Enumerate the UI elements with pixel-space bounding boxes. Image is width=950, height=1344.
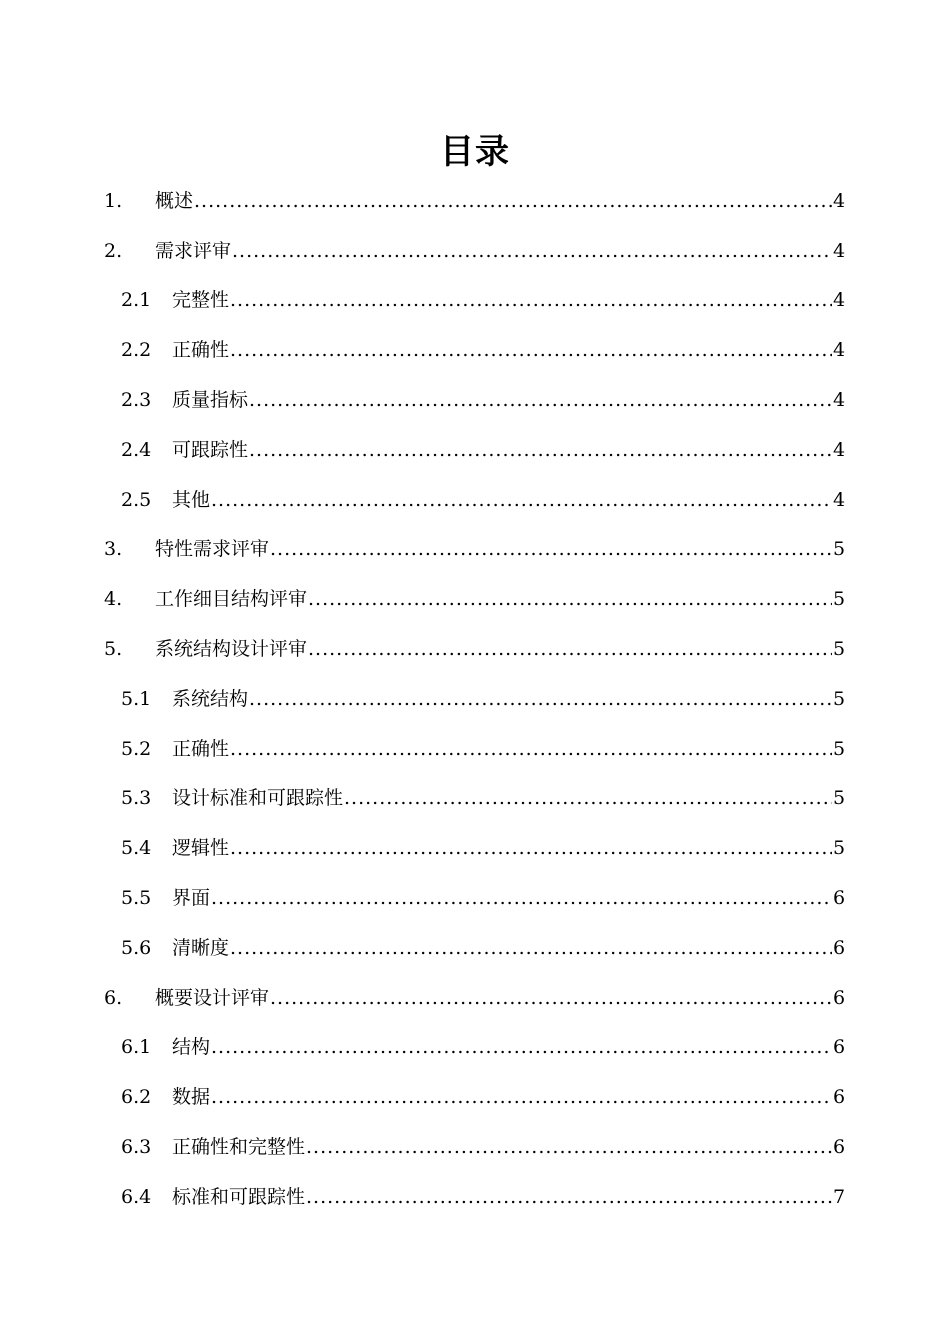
toc-entry-page: 4	[833, 488, 846, 511]
toc-entry-number: 2.4	[121, 438, 152, 461]
toc-leader-dots	[249, 438, 832, 462]
toc-entry-text: 完整性	[172, 289, 230, 312]
toc-entry-number: 5.	[104, 638, 123, 661]
toc-entry-number: 5.3	[121, 787, 152, 810]
toc-entry[interactable]	[0, 176, 950, 226]
toc-entry-text: 正确性	[172, 339, 230, 362]
toc-leader-dots	[308, 637, 832, 661]
toc-entry-number: 5.1	[121, 687, 152, 710]
toc-leader-dots	[230, 288, 832, 312]
toc-leader-dots	[249, 687, 832, 711]
toc-entry-page: 4	[833, 438, 846, 461]
toc-entry-text: 结构	[172, 1036, 211, 1059]
toc-entry-number: 2.2	[121, 339, 152, 362]
toc-entry-number: 1.	[104, 189, 123, 212]
toc-entry-page: 4	[833, 389, 846, 412]
toc-entry-number: 5.6	[121, 936, 152, 959]
toc-entry-page: 6	[833, 1036, 846, 1059]
toc-entry-page: 7	[833, 1185, 846, 1208]
toc-entry-text: 正确性和完整性	[172, 1136, 306, 1159]
toc-leader-dots	[308, 587, 832, 611]
toc-leader-dots	[232, 239, 832, 263]
toc-entry-number: 2.	[104, 239, 123, 262]
toc-leader-dots	[194, 189, 832, 213]
toc-entry[interactable]	[0, 624, 950, 674]
toc-entry[interactable]	[0, 674, 950, 724]
toc-entry-page: 6	[833, 1136, 846, 1159]
toc-entry-text: 概述	[155, 189, 194, 212]
toc-entry-text: 工作细目结构评审	[155, 588, 308, 611]
toc-entry-text: 需求评审	[155, 239, 232, 262]
toc-entry-number: 2.5	[121, 488, 152, 511]
toc-entry-page: 5	[833, 638, 846, 661]
toc-entry[interactable]	[0, 873, 950, 923]
toc-entry-number: 6.4	[121, 1185, 152, 1208]
toc-entry[interactable]	[0, 574, 950, 624]
toc-leader-dots	[249, 388, 832, 412]
toc-entry[interactable]	[0, 1023, 950, 1073]
toc-leader-dots	[306, 1135, 832, 1159]
toc-entry[interactable]	[0, 774, 950, 824]
toc-entry-text: 逻辑性	[172, 837, 230, 860]
toc-entry-text: 可跟踪性	[172, 438, 249, 461]
toc-entry[interactable]	[0, 325, 950, 375]
toc-title: 目录	[440, 132, 510, 172]
toc-list	[0, 176, 950, 1222]
toc-leader-dots	[211, 1085, 832, 1109]
toc-leader-dots	[211, 886, 832, 910]
toc-entry[interactable]	[0, 375, 950, 425]
toc-entry-page: 5	[833, 837, 846, 860]
toc-entry[interactable]	[0, 226, 950, 276]
toc-entry-page: 4	[833, 239, 846, 262]
toc-entry-page: 6	[833, 986, 846, 1009]
toc-entry-number: 6.1	[121, 1036, 152, 1059]
toc-entry[interactable]	[0, 1122, 950, 1172]
toc-entry-number: 4.	[104, 588, 123, 611]
toc-leader-dots	[230, 836, 832, 860]
toc-entry[interactable]	[0, 425, 950, 475]
toc-entry[interactable]	[0, 724, 950, 774]
toc-entry-text: 标准和可跟踪性	[172, 1185, 306, 1208]
toc-entry[interactable]	[0, 475, 950, 525]
toc-entry-number: 6.2	[121, 1086, 152, 1109]
toc-entry-text: 界面	[172, 887, 211, 910]
toc-leader-dots	[211, 488, 832, 512]
toc-entry-number: 6.3	[121, 1136, 152, 1159]
toc-leader-dots	[230, 936, 832, 960]
toc-leader-dots	[230, 338, 832, 362]
toc-leader-dots	[230, 737, 832, 761]
toc-leader-dots	[211, 1035, 832, 1059]
toc-entry-page: 6	[833, 936, 846, 959]
toc-entry-text: 数据	[172, 1086, 211, 1109]
toc-entry-page: 4	[833, 339, 846, 362]
toc-entry-number: 5.2	[121, 737, 152, 760]
toc-entry-page: 6	[833, 887, 846, 910]
toc-entry-page: 5	[833, 787, 846, 810]
toc-leader-dots	[344, 786, 832, 810]
toc-entry[interactable]	[0, 276, 950, 326]
toc-entry-page: 5	[833, 737, 846, 760]
toc-entry[interactable]	[0, 973, 950, 1023]
toc-entry-text: 质量指标	[172, 389, 249, 412]
toc-entry-text: 设计标准和可跟踪性	[172, 787, 344, 810]
toc-entry-text: 特性需求评审	[155, 538, 270, 561]
toc-leader-dots	[270, 537, 832, 561]
toc-entry-number: 3.	[104, 538, 123, 561]
toc-entry[interactable]	[0, 525, 950, 575]
toc-entry-number: 2.1	[121, 289, 152, 312]
toc-entry-text: 系统结构设计评审	[155, 638, 308, 661]
toc-entry-page: 5	[833, 538, 846, 561]
toc-entry-number: 5.5	[121, 887, 152, 910]
toc-entry[interactable]	[0, 1072, 950, 1122]
toc-entry[interactable]	[0, 823, 950, 873]
toc-entry-text: 清晰度	[172, 936, 230, 959]
toc-entry[interactable]	[0, 923, 950, 973]
toc-leader-dots	[270, 986, 832, 1010]
toc-entry-number: 6.	[104, 986, 123, 1009]
toc-entry-text: 概要设计评审	[155, 986, 270, 1009]
toc-entry-page: 6	[833, 1086, 846, 1109]
toc-entry-page: 5	[833, 588, 846, 611]
toc-entry-text: 其他	[172, 488, 211, 511]
toc-entry-page: 4	[833, 289, 846, 312]
toc-entry[interactable]	[0, 1172, 950, 1222]
toc-entry-text: 正确性	[172, 737, 230, 760]
toc-entry-page: 5	[833, 687, 846, 710]
toc-leader-dots	[306, 1185, 832, 1209]
toc-entry-text: 系统结构	[172, 687, 249, 710]
toc-entry-number: 5.4	[121, 837, 152, 860]
toc-entry-page: 4	[833, 189, 846, 212]
toc-entry-number: 2.3	[121, 389, 152, 412]
